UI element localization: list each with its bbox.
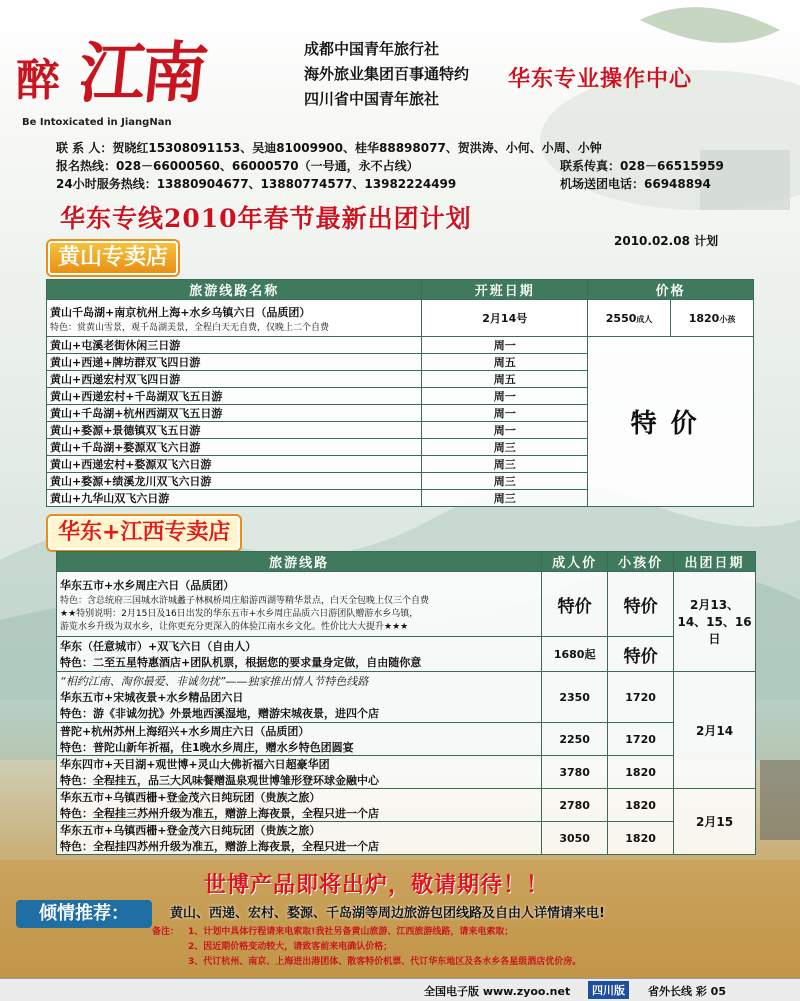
- route-desc: 游览水乡升级为双水乡，让你更充分更深入的体验江南水乡文化。性价比大大提升★★★: [60, 621, 409, 632]
- route-desc: 特色：游《非诚勿扰》外景地西溪湿地，赠游宋城夜景，进四个店: [60, 707, 379, 720]
- route-cell: [57, 756, 542, 789]
- route-cell: [57, 672, 542, 723]
- fax: 联系传真：028－66515959: [560, 159, 724, 173]
- table-row: [57, 572, 756, 637]
- column-header: 旅游线路名称: [47, 280, 422, 300]
- adult-price-cell: 2250: [542, 723, 608, 756]
- footer-page-label: 省外长线 彩 05: [648, 985, 726, 998]
- table-row: [47, 337, 754, 354]
- adult-price: 2550: [605, 311, 637, 325]
- route-title: 华东五市+乌镇西栅+登金茂六日纯玩团（贵族之旅）: [60, 824, 321, 837]
- recommend-label: 倾情推荐：: [16, 900, 152, 928]
- hotline: 报名热线：028－66000560、66000570（一号通，永不占线）: [56, 159, 419, 173]
- column-header: 开班日期: [422, 280, 588, 300]
- route-title: 普陀+杭州苏州上海绍兴+水乡周庄六日（品质团）: [60, 725, 310, 738]
- day-cell: 周五: [422, 354, 588, 371]
- child-price-cell: 1720: [608, 672, 674, 723]
- route-name: 黄山+九华山双飞六日游: [47, 490, 422, 507]
- section-huangshan-heading: 黄山专卖店: [48, 241, 178, 275]
- route-title: 华东五市+乌镇西栅+登金茂六日纯玩团（贵族之旅）: [60, 791, 321, 804]
- day-cell: 周一: [422, 337, 588, 354]
- child-price-cell: 1820: [608, 789, 674, 822]
- child-label: 小孩: [719, 314, 736, 324]
- day-cell: 周五: [422, 371, 588, 388]
- huadong-table: [56, 551, 756, 855]
- table-row: [47, 300, 754, 337]
- route-name: 黄山+西递+牌坊群双飞四日游: [47, 354, 422, 371]
- route-name: 黄山+西递宏村+婺源双飞六日游: [47, 456, 422, 473]
- route-title: 华东五市+宋城夜景+水乡精品团六日: [60, 691, 244, 704]
- adult-price-cell: 特价: [542, 572, 608, 637]
- lotus-leaf: [640, 7, 780, 43]
- day-cell: 周一: [422, 405, 588, 422]
- route-cell: [57, 789, 542, 822]
- agency-name: 四川省中国青年旅社: [304, 90, 440, 108]
- adult-price-cell: 3050: [542, 822, 608, 855]
- logo-subtitle: Be Intoxicated in JiangNan: [22, 117, 172, 128]
- adult-price-cell: 2350: [542, 672, 608, 723]
- child-price-cell: 1820: [608, 822, 674, 855]
- logo-zui: 醉: [16, 55, 58, 106]
- route-desc: 特色：含总统府三国城水浒城蠡子林枫桥周庄船游西湖等精华景点，白天全包晚上仅三个自费: [60, 595, 430, 606]
- special-price-cell: 特价: [588, 337, 754, 507]
- column-header: 旅游线路: [57, 552, 542, 572]
- adult-label: 成人: [636, 314, 653, 324]
- day-cell: 周一: [422, 388, 588, 405]
- adult-price-cell: [588, 300, 671, 337]
- route-name: 黄山+婺源+绩溪龙川双飞六日游: [47, 473, 422, 490]
- column-header: 出团日期: [674, 552, 756, 572]
- airport-phone: 机场送团电话：66948894: [560, 177, 711, 191]
- column-header: 价格: [588, 280, 754, 300]
- table-row: [57, 723, 756, 756]
- table-header-row: [47, 280, 754, 300]
- route-name: 黄山+婺源+景德镇双飞五日游: [47, 422, 422, 439]
- child-price-cell: 1720: [608, 723, 674, 756]
- route-title: 华东五市+水乡周庄六日（品质团）: [60, 578, 235, 592]
- route-slogan: “相约江南、淘你最爱、非诚勿扰”——独家推出情人节特色线路: [60, 675, 369, 688]
- child-price: 1820: [688, 311, 720, 325]
- contacts-line: 联 系 人：贺晓红15308091153、吴迪81009900、桂华88898077、贺洪涛、小何、小周、小钟: [56, 141, 602, 155]
- route-title: 华东（任意城市）+双飞六日（自由人）: [60, 640, 257, 653]
- table-row: [57, 672, 756, 723]
- date-cell: 2月14号: [422, 300, 588, 337]
- route-desc: 特色：普陀山新年祈福，住1晚水乡周庄，赠水乡特色团圆宴: [60, 741, 354, 754]
- route-cell: [57, 723, 542, 756]
- table-row: [57, 756, 756, 789]
- route-name: 黄山+西递宏村+千岛湖双飞五日游: [47, 388, 422, 405]
- service-hotline: 24小时服务热线：13880904677、13880774577、13982224499: [56, 177, 457, 191]
- route-name: 黄山+千岛湖+杭州西湖双飞五日游: [47, 405, 422, 422]
- route-desc: 特色：全程挂三苏州升级为准五，赠游上海夜景，全程只进一个店: [60, 807, 379, 820]
- day-cell: 周三: [422, 490, 588, 507]
- child-price-cell: [671, 300, 754, 337]
- adult-price-cell: 1680起: [542, 637, 608, 672]
- plan-title: 华东专线2010年春节最新出团计划: [60, 204, 472, 233]
- child-price-cell: 特价: [608, 572, 674, 637]
- ancient-building: [760, 760, 800, 840]
- route-cell: [57, 637, 542, 672]
- center-title: 华东专业操作中心: [508, 67, 693, 92]
- day-cell: 周三: [422, 473, 588, 490]
- table-row: [57, 822, 756, 855]
- plan-date: 2010.02.08 计划: [614, 234, 719, 248]
- route-desc: 特色：全程挂四苏州升级为准五，赠游上海夜景，全程只进一个店: [60, 840, 379, 853]
- note-item: 2、因近期价格变动较大，请致客前来电确认价格；: [188, 942, 393, 952]
- route-name: 黄山千岛湖+南京杭州上海+水乡乌镇六日（品质团）: [50, 305, 311, 319]
- agency-name: 海外旅业集团百事通特约: [304, 65, 470, 83]
- note-item: 3、代订杭州、南京、上海进出港团体、散客特价机票、代订华东地区及各水乡各星级酒店优价房。: [188, 957, 582, 967]
- child-price-cell: 特价: [608, 637, 674, 672]
- table-row: [57, 637, 756, 672]
- route-name: 黄山+千岛湖+婺源双飞六日游: [47, 439, 422, 456]
- notes-label: 备注：: [152, 927, 180, 937]
- logo-jiangnan: 江南: [75, 34, 208, 112]
- day-cell: 周一: [422, 422, 588, 439]
- table-header-row: [57, 552, 756, 572]
- recommend-text: 黄山、西递、宏村、婺源、千岛湖等周边旅游包团线路及自由人详情请来电!: [170, 906, 605, 921]
- expo-announcement: 世博产品即将出炉，敬请期待！！: [204, 873, 550, 898]
- note-item: 1、计划中具体行程请来电索取!我社另备黄山旅游、江西旅游线路，请来电索取；: [188, 927, 514, 937]
- depart-dates-cell: 2月13、14、15、16日: [674, 572, 756, 672]
- column-header: 小孩价: [608, 552, 674, 572]
- footer-site: 全国电子版 www.zyoo.net: [424, 985, 571, 998]
- route-cell: [57, 572, 542, 637]
- day-cell: 周三: [422, 456, 588, 473]
- route-desc: ★★特别说明：2月15日及16日出发的华东五市+水乡周庄品质六日游团队赠游水乡乌镇，: [60, 608, 419, 619]
- section-huadong-jiangxi-heading: 华东+江西专卖店: [48, 516, 240, 550]
- huangshan-table: [46, 279, 754, 507]
- table-row: [57, 789, 756, 822]
- adult-price-cell: 3780: [542, 756, 608, 789]
- route-title: 华东四市+天目湖+观世博+灵山大佛祈福六日超豪华团: [60, 758, 330, 771]
- child-price-cell: 1820: [608, 756, 674, 789]
- agency-name: 成都中国青年旅行社: [304, 40, 440, 58]
- route-name: 黄山+西递宏村双飞四日游: [47, 371, 422, 388]
- route-desc: 特色：全程挂五，品三大风味餐赠温泉观世博雏形登环球金融中心: [60, 774, 379, 787]
- route-desc: 特色：赏黄山雪景，观千岛湖美景，全程白天无自费，仅晚上二个自费: [50, 322, 330, 333]
- adult-price-cell: 2780: [542, 789, 608, 822]
- route-cell: [57, 822, 542, 855]
- depart-date-cell: 2月14: [674, 672, 756, 789]
- route-desc: 特色：二至五星特惠酒店+团队机票，根据您的要求量身定做，自由随你意: [60, 656, 422, 669]
- column-header: 成人价: [542, 552, 608, 572]
- day-cell: 周三: [422, 439, 588, 456]
- depart-date-cell: 2月15: [674, 789, 756, 855]
- route-cell: [47, 300, 422, 337]
- route-name: 黄山+屯溪老街休闲三日游: [47, 337, 422, 354]
- footer-edition: 四川版: [588, 981, 629, 999]
